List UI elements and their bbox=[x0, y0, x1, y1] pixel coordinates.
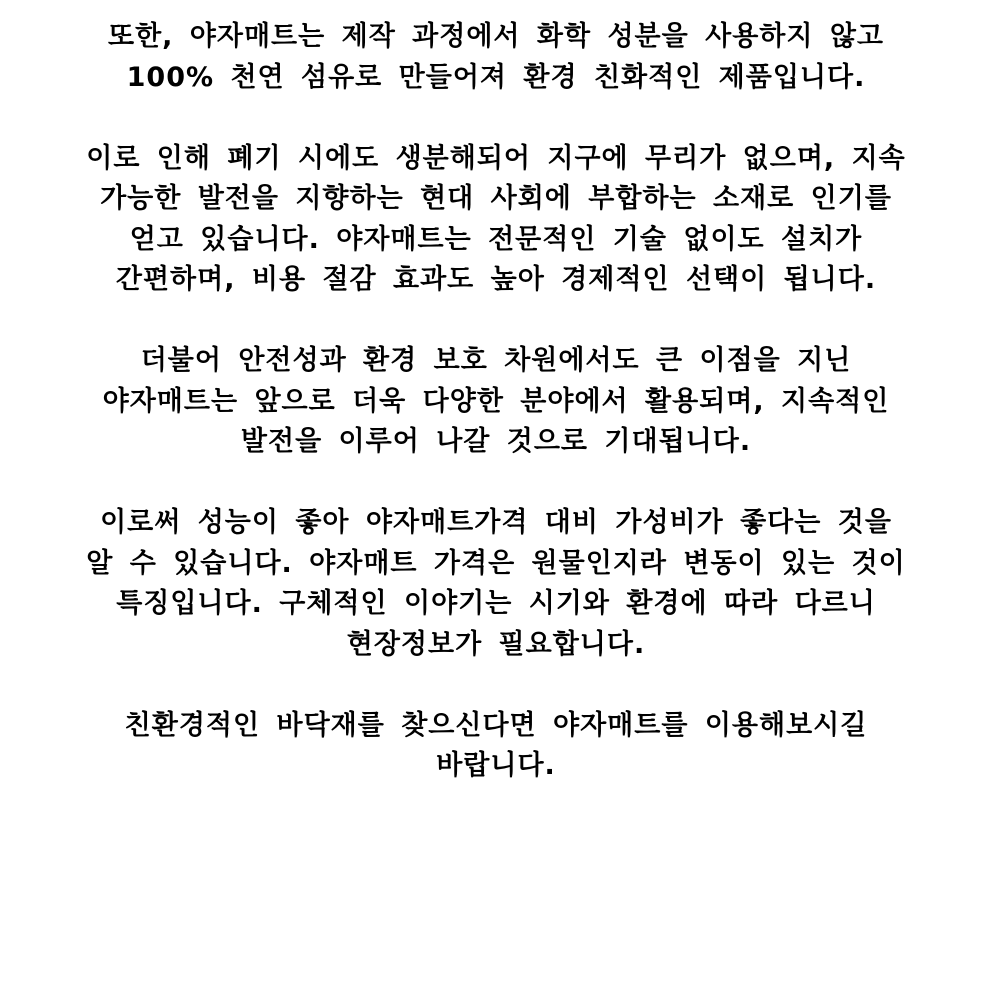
text-line: 야자매트는 앞으로 더욱 다양한 분야에서 활용되며, 지속적인 bbox=[102, 385, 890, 417]
text-line: 특징입니다. 구체적인 이야기는 시기와 환경에 따라 다르니 bbox=[116, 588, 876, 619]
paragraph-spacer bbox=[0, 98, 992, 139]
text-line: 얻고 있습니다. 야자매트는 전문적인 기술 없이도 설치가 bbox=[129, 223, 863, 255]
text-line: 발전을 이루어 나갈 것으로 기대됩니다. bbox=[240, 426, 752, 457]
text-line: 바랍니다. bbox=[436, 750, 556, 781]
paragraph-1 bbox=[0, 17, 992, 98]
paragraph-5 bbox=[0, 706, 992, 787]
text-line: 100% 천연 섬유로 만들어져 환경 친화적인 제품입니다. bbox=[126, 61, 866, 93]
text-line: 친환경적인 바닥재를 찾으신다면 야자매트를 이용해보시길 bbox=[124, 709, 868, 741]
text-line: 알 수 있습니다. 야자매트 가격은 원물인지라 변동이 있는 것이 bbox=[86, 547, 906, 579]
text-line: 이로 인해 폐기 시에도 생분해되어 지구에 무리가 없으며, 지속 bbox=[86, 142, 906, 174]
paragraph-3 bbox=[0, 341, 992, 463]
text-line: 간편하며, 비용 절감 효과도 높아 경제적인 선택이 됩니다. bbox=[115, 264, 877, 295]
text-line: 더불어 안전성과 환경 보호 차원에서도 큰 이점을 지닌 bbox=[140, 345, 852, 376]
text-line: 가능한 발전을 지향하는 현대 사회에 부합하는 소재로 인기를 bbox=[100, 183, 892, 214]
paragraph-2 bbox=[0, 139, 992, 301]
paragraph-spacer bbox=[0, 665, 992, 706]
text-line: 현장정보가 필요합니다. bbox=[346, 628, 646, 660]
paragraph-4 bbox=[0, 503, 992, 665]
text-line: 이로써 성능이 좋아 야자매트가격 대비 가성비가 좋다는 것을 bbox=[100, 507, 892, 538]
paragraph-spacer bbox=[0, 301, 992, 342]
text-line: 또한, 야자매트는 제작 과정에서 화학 성분을 사용하지 않고 bbox=[107, 21, 885, 52]
paragraph-spacer bbox=[0, 463, 992, 504]
